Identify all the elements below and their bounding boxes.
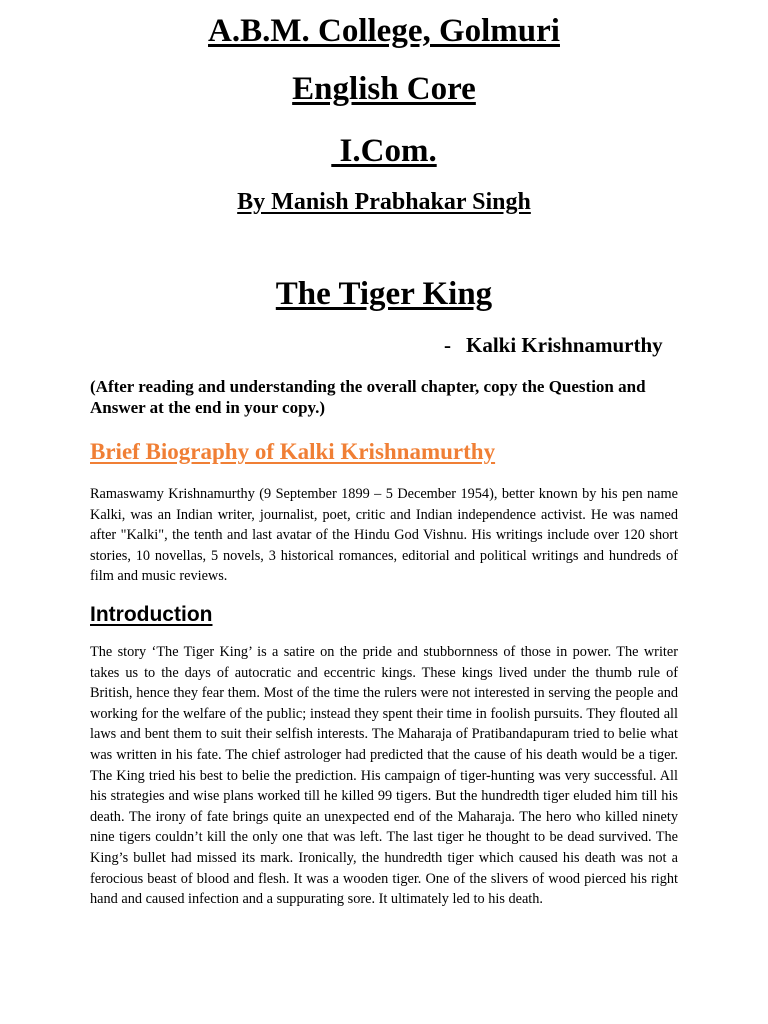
subject-title: English Core xyxy=(292,71,476,107)
college-name: A.B.M. College, Golmuri xyxy=(208,13,560,49)
instruction-note: (After reading and understanding the overall chapter, copy the Question and Answer at the end in your copy.) xyxy=(90,377,646,417)
chapter-author xyxy=(444,331,663,359)
introduction-paragraph: The story ‘The Tiger King’ is a satire on the pride and stubbornness of those in power. The writer takes us to the days of autocratic and eccentric kings. These kings lived under the thumb rule of British, hence they fear them. Most of the time the rulers were not interested in serving the people and working for the welfare of the public; instead they spent their time in foolish pursuits. They flouted all laws and bent them to suit their selfish interests. The Maharaja of Pratibandapuram tried to belie what was written in his fate. The chief astrologer had predicted that the cause of his death would be a tiger. The King tried his best to belie the prediction. His campaign of tiger-hunting was very successful. All his strategies and wise plans worked till he killed 99 tigers. But the hundredth tiger eluded him till his death. The irony of fate brings quite an unexpected end of the Maharaja. The hero who killed ninety nine tigers couldn’t kill the only one that was left. The last tiger he thought to be dead survived. The King’s bullet had missed its mark. Ironically, the hundredth tiger which caused his death was not a ferocious beast of blood and flesh. It was a wooden tiger. One of the slivers of wood pierced his right hand and caused infection and a suppurating sore. It ultimately led to his death. xyxy=(90,644,678,908)
class-title: I.Com. xyxy=(331,133,437,169)
biography-heading: Brief Biography of Kalki Krishnamurthy xyxy=(90,439,496,464)
biography-paragraph: Ramaswamy Krishnamurthy (9 September 1899 – 5 December 1954), better known by his pen name Kalki, was an Indian writer, journalist, poet, critic and Indian independence activist. He was named after "Kalki", the tenth and last avatar of the Hindu God Vishnu. His writings include over 120 short stories, 10 novellas, 5 novels, 3 historical romances, editorial and political writings and hundreds of film and music reviews. xyxy=(90,486,678,585)
chapter-title: The Tiger King xyxy=(275,276,493,312)
introduction-heading: Introduction xyxy=(90,603,213,626)
author-dash: - xyxy=(444,333,451,357)
author-by-line: By Manish Prabhakar Singh xyxy=(237,189,531,215)
author-name: Kalki Krishnamurthy xyxy=(466,333,663,357)
